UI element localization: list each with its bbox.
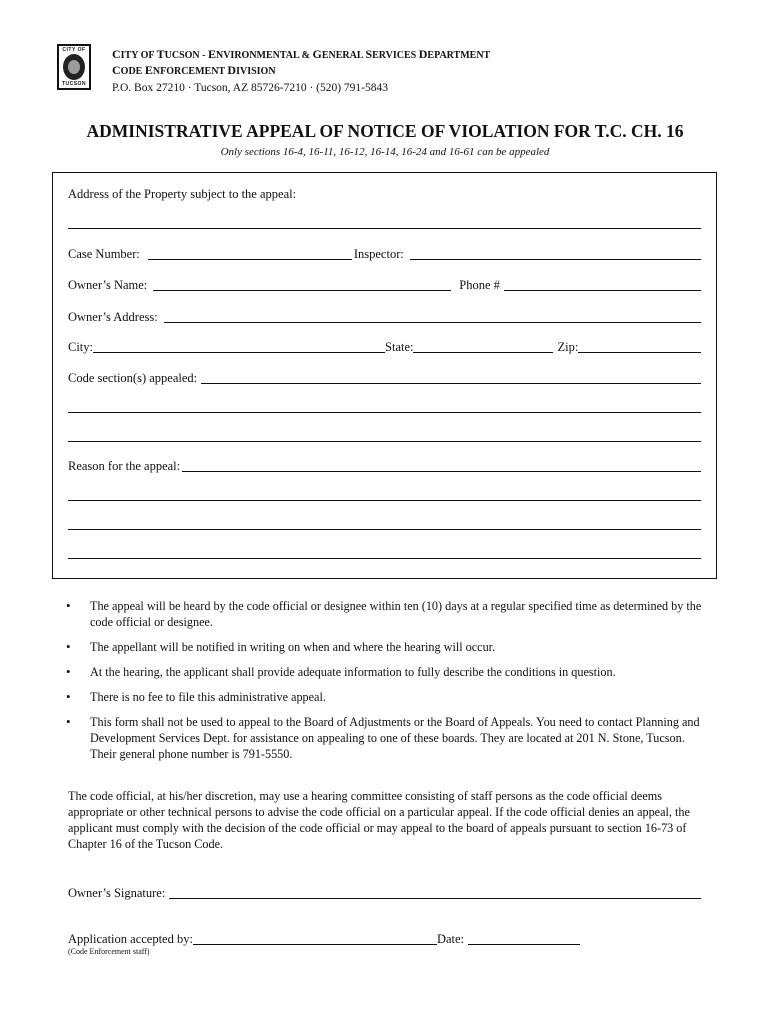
code-sections-field-3[interactable] bbox=[68, 428, 701, 444]
city-field[interactable] bbox=[93, 340, 385, 353]
inspector-field[interactable] bbox=[410, 247, 701, 260]
seal-text-bottom: TUCSON bbox=[61, 81, 87, 87]
department-address: P.O. Box 27210 · Tucson, AZ 85726-7210 · (520) 791-5843 bbox=[112, 82, 389, 94]
owner-name-field[interactable] bbox=[153, 278, 451, 291]
zip-field[interactable] bbox=[578, 340, 701, 353]
inspector-label: Inspector: bbox=[353, 247, 404, 261]
accepted-by-field[interactable] bbox=[193, 932, 437, 945]
property-address-label-row bbox=[68, 186, 701, 202]
property-address-label: Address of the Property subject to the appeal: bbox=[68, 187, 297, 201]
owner-address-field[interactable] bbox=[164, 310, 701, 323]
seal-emblem-icon bbox=[63, 54, 85, 80]
list-item: • The appellant will be notified in writing on when and where the hearing will occur. bbox=[62, 639, 702, 655]
accepted-by-row bbox=[68, 931, 608, 947]
reason-label: Reason for the appeal: bbox=[68, 459, 181, 473]
phone-label: Phone # bbox=[459, 278, 500, 292]
division-name: CODE ENFORCEMENT DIVISION bbox=[112, 63, 276, 77]
property-address-line[interactable] bbox=[68, 216, 701, 229]
reason-field-3[interactable] bbox=[68, 516, 701, 532]
date-field[interactable] bbox=[468, 932, 580, 945]
reason-row bbox=[68, 458, 701, 474]
code-sections-label: Code section(s) appealed: bbox=[68, 371, 198, 385]
code-sections-field-2[interactable] bbox=[68, 399, 701, 415]
code-sections-line-2[interactable] bbox=[68, 400, 701, 413]
staff-note: (Code Enforcement staff) bbox=[68, 947, 150, 956]
code-sections-row bbox=[68, 370, 701, 386]
owner-name-label: Owner’s Name: bbox=[68, 278, 148, 292]
city-label: City: bbox=[68, 340, 94, 354]
code-sections-field[interactable] bbox=[201, 371, 701, 384]
reason-field-2[interactable] bbox=[68, 487, 701, 503]
reason-line-3[interactable] bbox=[68, 517, 701, 530]
case-number-label: Case Number: bbox=[68, 247, 140, 261]
appeal-rules-list bbox=[62, 598, 702, 771]
owner-signature-row bbox=[68, 885, 701, 901]
list-item: • At the hearing, the applicant shall provide adequate information to fully describe the conditions in question. bbox=[62, 664, 702, 680]
list-item: • There is no fee to file this administrative appeal. bbox=[62, 689, 702, 705]
city-seal-logo bbox=[57, 44, 91, 90]
form-subtitle: Only sections 16-4, 16-11, 16-12, 16-14, 16-24 and 16-61 can be appealed bbox=[220, 146, 550, 158]
hearing-committee-paragraph: The code official, at his/her discretion, may use a hearing committee consisting of staff persons as the code official deems appropriate or other technical persons to advise the code official on a particular appeal. If the code official denies an appeal, the applicant must comply with the decision of the code official or may appeal to the board of appeals pursuant to section 16-73 of Chapter 16 of the Tucson Code. bbox=[68, 789, 690, 851]
reason-line-4[interactable] bbox=[68, 546, 701, 559]
owner-signature-field[interactable] bbox=[169, 886, 701, 899]
owner-name-phone-row bbox=[68, 277, 701, 293]
property-address-field[interactable] bbox=[68, 215, 701, 231]
city-state-zip-row bbox=[68, 339, 701, 355]
reason-line-2[interactable] bbox=[68, 488, 701, 501]
list-item: • This form shall not be used to appeal to the Board of Adjustments or the Board of Appeals. You need to contact Planning and Development Services Dept. for assistance on appealing to one of these boards. They are located at 201 N. Stone, Tucson. Their general phone number is 791-5550. bbox=[62, 714, 702, 762]
list-item: • The appeal will be heard by the code official or designee within ten (10) days at a regular specified time as determined by the code official or designee. bbox=[62, 598, 702, 630]
zip-label: Zip: bbox=[557, 340, 579, 354]
reason-field[interactable] bbox=[182, 459, 701, 472]
code-sections-line-3[interactable] bbox=[68, 429, 701, 442]
department-name: CITY OF TUCSON - ENVIRONMENTAL & GENERAL SERVICES DEPARTMENT bbox=[112, 47, 491, 61]
seal-text-top: CITY OF bbox=[62, 47, 86, 53]
phone-field[interactable] bbox=[504, 278, 701, 291]
state-label: State: bbox=[385, 340, 414, 354]
case-inspector-row bbox=[68, 246, 701, 262]
owner-address-row bbox=[68, 309, 701, 325]
form-title: ADMINISTRATIVE APPEAL OF NOTICE OF VIOLATION FOR T.C. CH. 16 bbox=[86, 121, 684, 141]
state-field[interactable] bbox=[413, 340, 553, 353]
case-number-field[interactable] bbox=[148, 247, 352, 260]
owner-signature-label: Owner’s Signature: bbox=[68, 886, 166, 900]
date-label: Date: bbox=[436, 932, 465, 946]
owner-address-label: Owner’s Address: bbox=[68, 310, 158, 324]
accepted-by-label: Application accepted by: bbox=[68, 932, 193, 946]
reason-field-4[interactable] bbox=[68, 545, 701, 561]
